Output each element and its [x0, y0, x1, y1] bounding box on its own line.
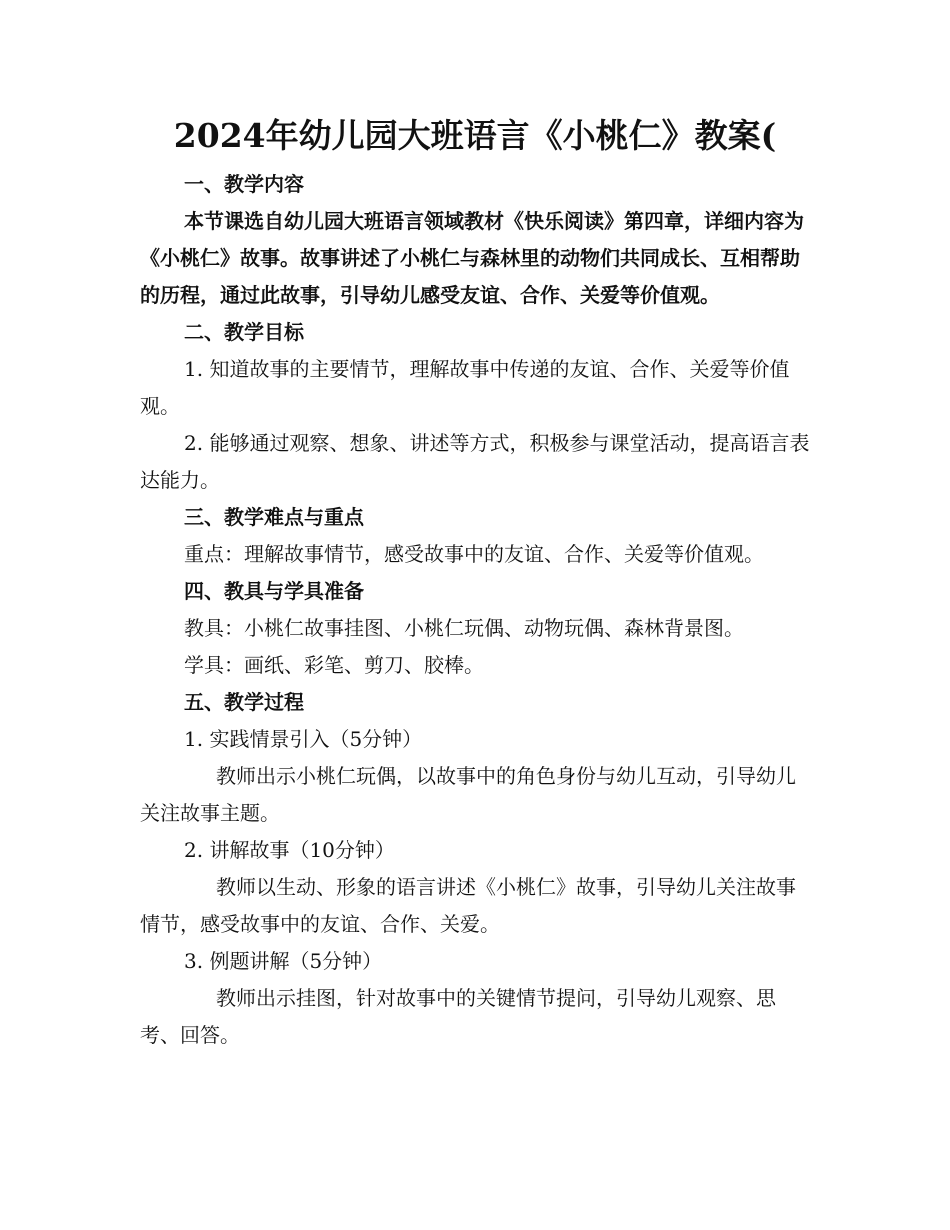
process-step-text-1: 教师出示小桃仁玩偶，以故事中的角色身份与幼儿互动，引导幼儿关注故事主题。 [140, 764, 796, 825]
process-step-title-1: 1. 实践情景引入（5分钟） [184, 727, 423, 751]
key-point-text: 重点：理解故事情节，感受故事中的友谊、合作、关爱等价值观。 [184, 542, 764, 566]
process-step-text-3: 教师出示挂图，针对故事中的关键情节提问，引导幼儿观察、思考、回答。 [140, 986, 776, 1047]
student-materials: 学具：画纸、彩笔、剪刀、胶棒。 [184, 653, 484, 677]
process-step-text-2: 教师以生动、形象的语言讲述《小桃仁》故事，引导幼儿关注故事情节，感受故事中的友谊、合作、关爱。 [140, 875, 796, 936]
teacher-materials: 教具：小桃仁故事挂图、小桃仁玩偶、动物玩偶、森林背景图。 [184, 616, 744, 640]
process-step-title-2: 2. 讲解故事（10分钟） [184, 838, 395, 862]
document-body [140, 166, 812, 1054]
section-heading-materials: 四、教具与学具准备 [184, 579, 364, 603]
objective-item-2: 2. 能够通过观察、想象、讲述等方式，积极参与课堂活动，提高语言表达能力。 [140, 431, 810, 492]
section-heading-content: 一、教学内容 [184, 172, 304, 196]
process-step-title-3: 3. 例题讲解（5分钟） [184, 949, 383, 973]
section-heading-key-points: 三、教学难点与重点 [184, 505, 364, 529]
document-title: 2024年幼儿园大班语言《小桃仁》教案( [173, 116, 777, 155]
content-paragraph: 本节课选自幼儿园大班语言领域教材《快乐阅读》第四章，详细内容为《小桃仁》故事。故事讲述了小桃仁与森林里的动物们共同成长、互相帮助的历程，通过此故事，引导幼儿感受友谊、合作、关爱等价值观。 [140, 209, 804, 307]
section-heading-process: 五、教学过程 [184, 690, 304, 714]
section-heading-objectives: 二、教学目标 [184, 320, 304, 344]
objective-item-1: 1. 知道故事的主要情节，理解故事中传递的友谊、合作、关爱等价值观。 [140, 357, 790, 418]
